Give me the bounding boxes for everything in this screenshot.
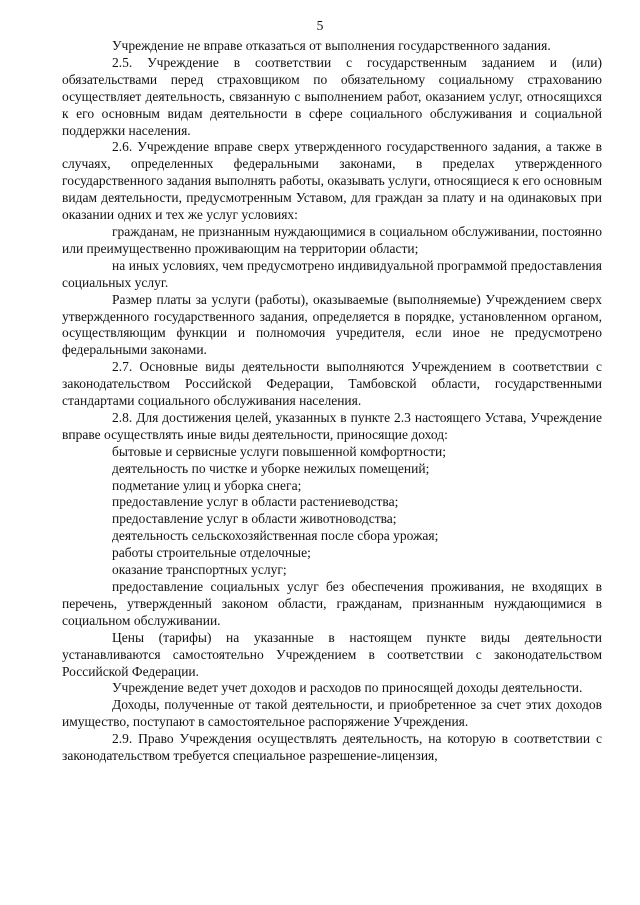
paragraph: Учреждение не вправе отказаться от выполнения государственного задания. bbox=[112, 38, 551, 53]
paragraph: деятельность сельскохозяйственная после сбора урожая; bbox=[112, 528, 439, 544]
paragraph: Учреждение ведет учет доходов и расходов по приносящей доходы деятельности. bbox=[112, 680, 583, 696]
paragraph: 2.8. Для достижения целей, указанных в пункте 2.3 настоящего Устава, Учреждение вправе осуществлять иные виды деятельности, приносящие доход: bbox=[62, 409, 602, 442]
paragraph: предоставление услуг в области растениеводства; bbox=[112, 494, 399, 510]
paragraph: 2.6. Учреждение вправе сверх утвержденного государственного задания, а также в случаях, определенных федеральными законами, в пределах утвержденного государственного задания выполнять работы, оказывать услуги, относящиеся к его основным видам деятельности, предусмотренным Уставом, для граждан за плату и на одинаковых при оказании одних и тех же услуг условиях: bbox=[62, 139, 602, 223]
paragraph: Цены (тарифы) на указанные в настоящем пункте виды деятельности устанавливаются самостоятельно Учреждением в соответствии с законодательством Российской Федерации. bbox=[62, 629, 602, 679]
paragraph: деятельность по чистке и уборке нежилых помещений; bbox=[112, 460, 430, 476]
paragraph: бытовые и сервисные услуги повышенной комфортности; bbox=[112, 443, 446, 459]
paragraph: оказание транспортных услуг; bbox=[112, 562, 287, 578]
paragraph: гражданам, не признанным нуждающимися в социальном обслуживании, постоянно или преимущественно проживающим на территории области; bbox=[62, 223, 602, 256]
paragraph: предоставление социальных услуг без обеспечения проживания, не входящих в перечень, утвержденный законом области, гражданам, признанным нуждающимися в социальном обслуживании. bbox=[62, 579, 602, 628]
page-number: 5 bbox=[316, 18, 324, 33]
paragraph: 2.5. Учреждение в соответствии с государственным заданием и (или) обязательствами перед страховщиком по обязательному социальному страхованию осуществляет деятельность, связанную с выполнением работ, оказанием услуг, относящихся к его основным видам деятельности в сфере социального обслуживания и социальной поддержки населения. bbox=[62, 54, 602, 138]
paragraph: подметание улиц и уборка снега; bbox=[112, 477, 302, 493]
paragraph: предоставление услуг в области животноводства; bbox=[112, 511, 397, 527]
paragraph: работы строительные отделочные; bbox=[112, 545, 311, 561]
paragraph: Размер платы за услуги (работы), оказываемые (выполняемые) Учреждением сверх утвержденного государственного задания, определяется в порядке, установленном органом, осуществляющим функции и полномочия учредителя, если иное не предусмотрено федеральными законами. bbox=[62, 291, 602, 358]
paragraph: 2.9. Право Учреждения осуществлять деятельность, на которую в соответствии с законодательством требуется специальное разрешение-лицензия, bbox=[62, 731, 602, 764]
paragraph: 2.7. Основные виды деятельности выполняются Учреждением в соответствии с законодательством Российской Федерации, Тамбовской области, государственными стандартами социального обслуживания населения. bbox=[62, 359, 602, 409]
paragraph: на иных условиях, чем предусмотрено индивидуальной программой предоставления социальных услуг. bbox=[62, 257, 602, 290]
paragraph: Доходы, полученные от такой деятельности, и приобретенное за счет этих доходов имущество, поступают в самостоятельное распоряжение Учреждения. bbox=[62, 697, 602, 730]
document-body bbox=[62, 38, 602, 765]
